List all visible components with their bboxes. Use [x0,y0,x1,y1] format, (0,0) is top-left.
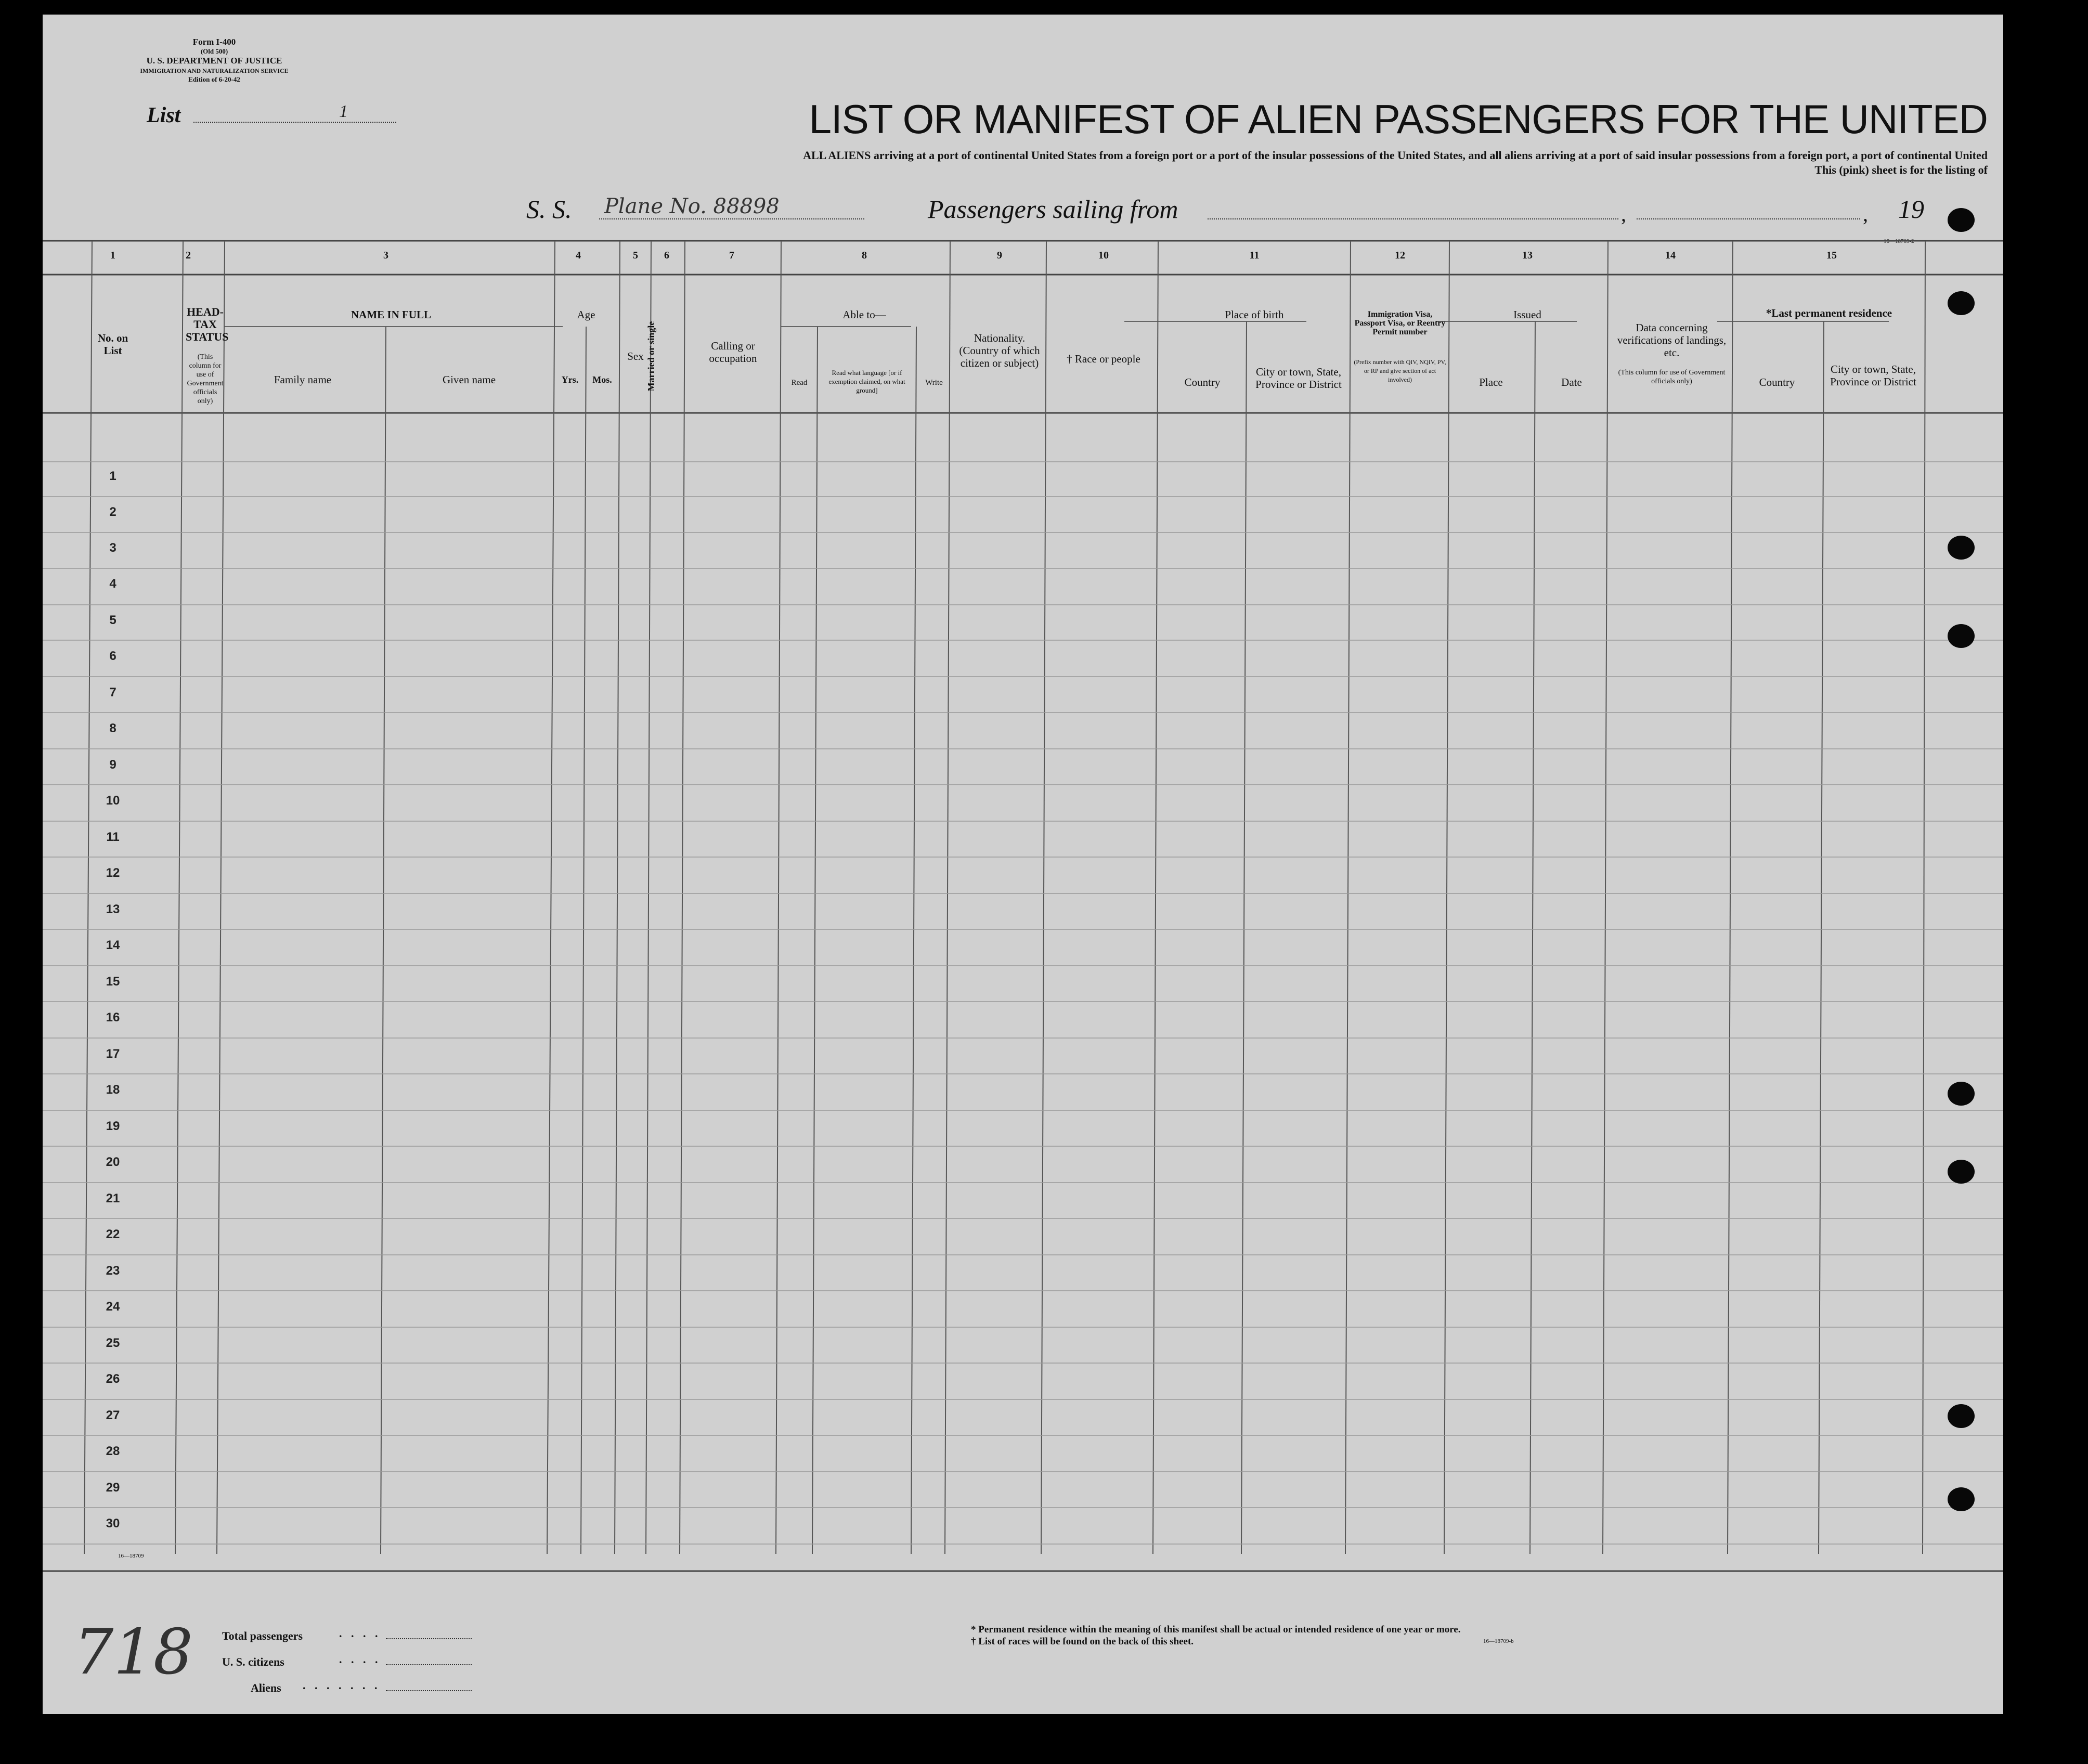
header-age-yrs: Yrs. [561,374,579,385]
aliens-label: Aliens [251,1681,281,1694]
header-given-name: Given name [442,373,496,386]
header-name-in-full: NAME IN FULL [351,308,431,321]
col-num-3: 3 [383,250,388,261]
row-number: 3 [109,541,116,555]
binder-hole [1948,1404,1975,1428]
list-label: List [147,103,181,127]
col-num-13: 13 [1522,250,1533,261]
row-number: 19 [106,1119,120,1133]
footnote-star: * Permanent residence within the meaning of this manifest shall be actual or intended residence of one year or more. [971,1624,1461,1635]
subtitle-line-2: This (pink) sheet is for the listing of [1814,163,1988,176]
page-title: LIST OR MANIFEST OF ALIEN PASSENGERS FOR THE UNITED [809,96,1988,142]
comma-separator-2: , [1863,202,1868,226]
row-number: 7 [109,685,116,699]
print-code-bottom: 16—18709-b [1483,1638,1514,1644]
row-number: 13 [106,902,120,916]
col-num-5: 5 [633,250,638,261]
header-no-on-list: No. on List [97,332,128,357]
edition: Edition of 6-20-42 [188,75,240,83]
us-citizens-label: U. S. citizens [222,1655,284,1668]
binder-hole [1948,1487,1975,1511]
row-number: 28 [106,1444,120,1458]
row-number: 12 [106,866,120,880]
row-number: 29 [106,1481,120,1495]
col-num-1: 1 [110,250,115,261]
ss-label: S. S. [526,194,572,224]
print-code-left: 16—18709 [118,1553,144,1559]
leader-dots: . . . . . . . [303,1679,381,1692]
list-value[interactable]: 1 [339,102,348,121]
leader-dots: . . . . [339,1627,381,1640]
binder-hole [1948,1082,1975,1106]
header-able-to: Able to— [842,308,886,321]
header-res-country: Country [1759,376,1795,388]
row-number: 8 [109,721,116,735]
us-citizens-field[interactable] [386,1664,472,1665]
binder-hole [1948,536,1975,560]
comma-separator: , [1621,202,1626,226]
header-issued-date: Date [1561,376,1582,388]
header-race: † Race or people [1067,353,1140,365]
total-passengers-field[interactable] [386,1638,472,1639]
header-head-tax: HEAD-TAX STATUS [186,305,229,343]
header-age-mos: Mos. [592,374,612,385]
row-number: 15 [106,975,120,989]
row-number: 16 [106,1010,120,1024]
col-num-9: 9 [997,250,1002,261]
header-pob-country: Country [1184,376,1221,388]
col-num-10: 10 [1098,250,1109,261]
ss-value[interactable]: Plane No. 88898 [604,194,780,218]
col-num-7: 7 [729,250,734,261]
row-number: 27 [106,1408,120,1422]
col-num-4: 4 [576,250,581,261]
header-verifications: Data concerning verifications of landings, etc. [1617,321,1727,359]
header-married: Married or single [646,321,656,392]
year-prefix: 19 [1898,194,1924,224]
row-number: 9 [109,758,116,772]
row-number: 22 [106,1227,120,1241]
header-issued: Issued [1513,308,1541,321]
header-family-name: Family name [274,373,332,386]
row-number: 25 [106,1336,120,1350]
leader-dots: . . . . [339,1653,381,1666]
row-number: 11 [106,830,120,844]
header-last-residence: *Last permanent residence [1766,307,1892,319]
header-verifications-note: (This column for use of Government officials only) [1618,369,1726,385]
col-num-14: 14 [1665,250,1676,261]
row-number: 1 [109,469,116,483]
header-visa: Immigration Visa, Passport Visa, or Reentry Permit number [1354,310,1446,336]
row-number: 4 [109,577,116,591]
row-number: 21 [106,1191,120,1205]
header-read-language: Read what language [or if exemption claimed, on what ground] [828,369,905,394]
col-num-2: 2 [186,250,191,261]
binder-hole [1948,624,1975,648]
header-pob-city: City or town, State, Province or District [1255,366,1342,391]
header-visa-note: (Prefix number with QIV, NQIV, PV, or RP and give section of act involved) [1354,358,1446,383]
header-sex: Sex [627,350,644,362]
row-number: 30 [106,1516,120,1530]
row-number: 18 [106,1083,120,1097]
binder-hole [1948,1160,1975,1184]
col-num-15: 15 [1826,250,1837,261]
row-number: 14 [106,938,120,952]
header-issued-place: Place [1479,376,1503,388]
header-calling: Calling or occupation [709,340,757,365]
form-number: Form I-400 [192,37,236,47]
aliens-field[interactable] [386,1690,472,1691]
row-number: 2 [109,505,116,519]
row-number: 20 [106,1155,120,1169]
table-grid [43,15,2003,1714]
binder-hole [1948,291,1975,315]
header-head-tax-note: (This column for use of Government officials only) [187,353,224,405]
row-number: 26 [106,1372,120,1386]
row-number: 17 [106,1047,120,1061]
col-num-11: 11 [1249,250,1260,261]
department: U. S. DEPARTMENT OF JUSTICE [146,56,282,66]
total-passengers-label: Total passengers [222,1629,303,1642]
print-code-top: 16—18709-2 [1884,238,1914,244]
header-res-city: City or town, State, Province or District [1830,363,1916,388]
row-number: 23 [106,1264,120,1278]
header-place-of-birth: Place of birth [1225,308,1284,321]
row-number: 24 [106,1300,120,1314]
col-num-6: 6 [664,250,669,261]
row-number: 5 [109,613,116,627]
header-nationality: Nationality. (Country of which citizen or subject) [959,332,1040,369]
row-number: 10 [106,794,120,808]
service: IMMIGRATION AND NATURALIZATION SERVICE [140,67,289,74]
manifest-sheet [43,15,2003,1714]
header-read: Read [791,379,808,387]
header-write: Write [925,379,943,387]
handwritten-number: 718 [74,1616,193,1689]
sailing-from-label: Passengers sailing from [928,194,1178,224]
header-age: Age [577,308,595,321]
subtitle-line-1: ALL ALIENS arriving at a port of continental United States from a foreign port or a port of the insular possessions of the United States, and all aliens arriving at a port of said insular possessions from a foreign port, a port of continental United [803,149,1988,162]
binder-hole [1948,208,1975,232]
footnote-dagger: † List of races will be found on the back of this sheet. [971,1636,1194,1647]
form-old-number: (Old 500) [200,47,228,55]
row-number: 6 [109,649,116,663]
col-num-8: 8 [862,250,867,261]
col-num-12: 12 [1395,250,1405,261]
